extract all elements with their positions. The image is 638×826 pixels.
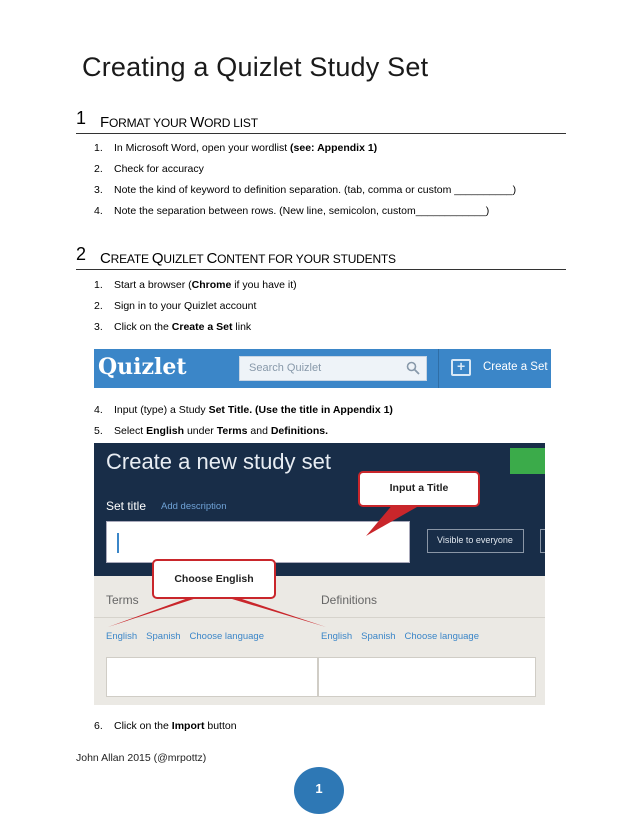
title-arrow bbox=[366, 503, 424, 536]
list-item: 2. Check for accuracy bbox=[94, 163, 204, 175]
section-2-number: 2 bbox=[76, 244, 87, 264]
page-number-badge bbox=[294, 767, 344, 814]
list-item: 4. Note the separation between rows. (New line, semicolon, custom____________) bbox=[94, 205, 490, 217]
def-lang-english[interactable]: English bbox=[321, 631, 353, 642]
set-title-label: Set title bbox=[106, 499, 147, 513]
section-1-heading bbox=[76, 108, 566, 134]
search-input[interactable] bbox=[239, 356, 427, 381]
add-description-link[interactable]: Add description bbox=[161, 501, 227, 512]
section-2-title: CREATE QUIZLET CONTENT FOR YOUR STUDENTS bbox=[100, 250, 396, 267]
divider bbox=[438, 349, 439, 388]
terms-label: Terms bbox=[106, 593, 139, 607]
list-item: 1. In Microsoft Word, open your wordlist (see: Appendix 1) bbox=[94, 142, 378, 154]
list-item: 5. Select English under Terms and Definitions. bbox=[94, 425, 329, 437]
term-lang-spanish[interactable]: Spanish bbox=[146, 631, 181, 642]
visibility-button[interactable]: Visible to everyone bbox=[427, 529, 524, 553]
term-lang-choose[interactable]: Choose language bbox=[189, 631, 264, 642]
section-1-title: FORMAT YOUR WORD LIST bbox=[100, 114, 258, 131]
list-item: 3. Click on the Create a Set link bbox=[94, 321, 252, 333]
section-1-number: 1 bbox=[76, 108, 87, 128]
choose-english-callout: Choose English bbox=[152, 559, 276, 599]
list-item: 2. Sign in to your Quizlet account bbox=[94, 300, 257, 312]
create-set-icon bbox=[451, 359, 471, 376]
term-lang-english[interactable]: English bbox=[106, 631, 138, 642]
quizlet-header-screenshot bbox=[94, 349, 551, 388]
definitions-label: Definitions bbox=[321, 593, 378, 607]
document-title: Creating a Quizlet Study Set bbox=[82, 52, 429, 82]
list-item: 6. Click on the Import button bbox=[94, 720, 237, 732]
search-icon bbox=[406, 361, 420, 375]
input-title-callout: Input a Title bbox=[358, 471, 480, 507]
footer-author: John Allan 2015 (@mrpottz) bbox=[76, 752, 207, 764]
section-2-heading bbox=[76, 244, 566, 270]
def-lang-spanish[interactable]: Spanish bbox=[361, 631, 396, 642]
list-item: 1. Start a browser (Chrome if you have it) bbox=[94, 279, 297, 291]
list-item: 4. Input (type) a Study Set Title. (Use the title in Appendix 1) bbox=[94, 404, 393, 416]
search-placeholder: Search Quizlet bbox=[249, 362, 322, 374]
study-set-screenshot bbox=[94, 443, 545, 705]
def-lang-choose[interactable]: Choose language bbox=[404, 631, 479, 642]
study-set-heading: Create a new study set bbox=[106, 449, 332, 474]
quizlet-logo: Quizlet bbox=[98, 354, 187, 380]
list-item: 3. Note the kind of keyword to definition separation. (tab, comma or custom __________) bbox=[94, 184, 517, 196]
page-number: 1 bbox=[315, 781, 323, 796]
create-a-set-link[interactable]: Create a Set bbox=[483, 361, 548, 373]
